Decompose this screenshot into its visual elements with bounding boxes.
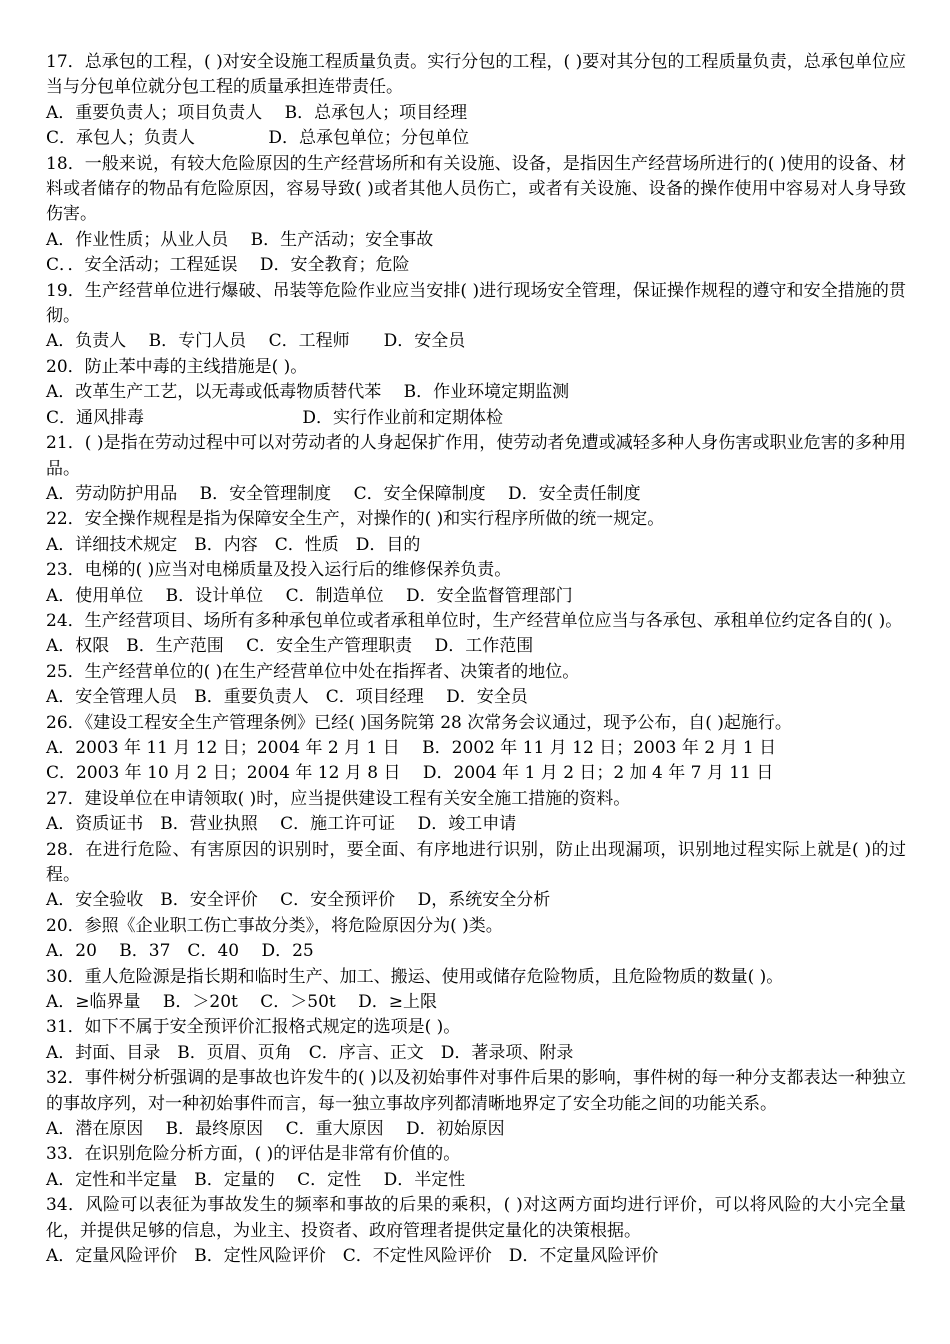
question-stem: 33．在识别危险分析方面，( )的评估是非常有价值的。 — [46, 1144, 461, 1165]
question-26 — [46, 711, 906, 787]
option-line: A．负责人 B．专门人员 C．工程师 D．安全员 — [46, 331, 466, 352]
question-30 — [46, 965, 906, 1016]
question-stem: 32．事件树分析强调的是事故也许发牛的( )以及初始事件对事件后果的影响，事件树的每一种分支都表达一种独立的事故序列，对一种初始事件而言，每一独立事故序列都清晰地界定了安全功能之间的功能关系。 — [46, 1068, 906, 1114]
option-line: C．．安全活动；工程延误 D．安全教育；危险 — [46, 255, 410, 276]
question-20 — [46, 355, 906, 431]
option-line: A．定量风险评价 B．定性风险评价 C．不定性风险评价 D．不定量风险评价 — [46, 1246, 659, 1267]
question-25 — [46, 660, 906, 711]
question-stem: 24．生产经营项目、场所有多种承包单位或者承租单位时，生产经营单位应当与各承包、承租单位约定各自的( )。 — [46, 610, 903, 631]
option-line: A．2003 年 11 月 12 日；2004 年 2 月 1 日 B．2002 年 11 月 12 日；2003 年 2 月 1 日 — [46, 737, 777, 758]
option-line: A．劳动防护用品 B．安全管理制度 C．安全保障制度 D．安全责任制度 — [46, 483, 641, 504]
question-stem: 34．风险可以表征为事故发生的频率和事故的后果的乘积，( )对这两方面均进行评价，可以将风险的大小完全量化，并提供足够的信息，为业主、投资者、政府管理者提供定量化的决策根据。 — [46, 1195, 906, 1241]
option-line: A．使用单位 B．设计单位 C．制造单位 D．安全监督管理部门 — [46, 585, 573, 606]
option-line: A．安全验收 B．安全评价 C．安全预评价 D，系统安全分析 — [46, 890, 551, 911]
question-stem: 17．总承包的工程，( )对安全设施工程质量负责。实行分包的工程，( )要对其分包的工程质量负责，总承包单位应当与分包单位就分包工程的质量承担连带责任。 — [46, 52, 906, 98]
question-33 — [46, 1142, 906, 1193]
question-31 — [46, 1015, 906, 1066]
question-stem: 31．如下不属于安全预评价汇报格式规定的选项是( )。 — [46, 1017, 461, 1038]
question-21 — [46, 431, 906, 507]
option-line: A．20 B．37 C．40 D．25 — [46, 941, 314, 962]
question-27 — [46, 787, 906, 838]
option-line: A．作业性质；从业人员 B．生产活动；安全事故 — [46, 229, 434, 250]
question-stem: 25．生产经营单位的( )在生产经营单位中处在指挥者、决策者的地位。 — [46, 661, 580, 682]
question-stem: 28．在进行危险、有害原因的识别时，要全面、有序地进行识别，防止出现漏项，识别地过程实际上就是( )的过程。 — [46, 839, 906, 885]
question-29 — [46, 914, 906, 965]
option-line: C．2003 年 10 月 2 日；2004 年 12 月 8 日 D．2004 年 1 月 2 日；2 加 4 年 7 月 11 日 — [46, 763, 774, 784]
question-stem: 30．重人危险源是指长期和临时生产、加工、搬运、使用或储存危险物质，且危险物质的数量( )。 — [46, 966, 784, 987]
option-line: A．≥临界量 B．＞20t C．＞50t D．≥上限 — [46, 992, 438, 1013]
question-24 — [46, 609, 906, 660]
question-stem: 22．安全操作规程是指为保障安全生产，对操作的( )和实行程序所做的统一规定。 — [46, 509, 665, 530]
option-line: A．安全管理人员 B．重要负责人 C．项目经理 D．安全员 — [46, 687, 528, 708]
option-line: C．承包人；负责人 D．总承包单位；分包单位 — [46, 128, 470, 149]
option-line: A．详细技术规定 B．内容 C．性质 D．目的 — [46, 534, 421, 555]
question-stem: 20．参照《企业职工伤亡事故分类》，将危险原因分为( )类。 — [46, 915, 503, 936]
question-stem: 23．电梯的( )应当对电梯质量及投入运行后的维修保养负责。 — [46, 560, 512, 581]
question-stem: 21．( )是指在劳动过程中可以对劳动者的人身起保扩作用，使劳动者免遭或减轻多种人身伤害或职业危害的多种用品。 — [46, 433, 906, 479]
option-line: A．潜在原因 B．最终原因 C．重大原因 D．初始原因 — [46, 1119, 505, 1140]
question-32 — [46, 1066, 906, 1142]
option-line: A．权限 B．生产范围 C．安全生产管理职责 D．工作范围 — [46, 636, 534, 657]
question-34 — [46, 1193, 906, 1269]
option-line: A．重要负责人；项目负责人 B．总承包人；项目经理 — [46, 102, 468, 123]
question-17 — [46, 50, 906, 152]
question-22 — [46, 507, 906, 558]
question-stem: 20．防止苯中毒的主线措施是( )。 — [46, 356, 308, 377]
question-18 — [46, 152, 906, 279]
question-stem: 18．一般来说，有较大危险原因的生产经营场所和有关设施、设备，是指因生产经营场所进行的( )使用的设备、材料或者储存的物品有危险原因，容易导致( )或者其他人员伤亡，或者有关设施、设备的操作使用中容易对人身导致伤害。 — [46, 153, 906, 225]
option-line: A．定性和半定量 B．定量的 C．定性 D．半定性 — [46, 1169, 466, 1190]
question-23 — [46, 558, 906, 609]
question-28 — [46, 838, 906, 914]
option-line: C．通风排毒 D．实行作业前和定期体检 — [46, 407, 504, 428]
question-19 — [46, 279, 906, 355]
question-stem: 19．生产经营单位进行爆破、吊装等危险作业应当安排( )进行现场安全管理，保证操作规程的遵守和安全措施的贯彻。 — [46, 280, 906, 327]
question-stem: 27．建设单位在申请领取( )时，应当提供建设工程有关安全施工措施的资料。 — [46, 788, 631, 809]
option-line: A．封面、目录 B．页眉、页角 C．序言、正文 D．著录项、附录 — [46, 1042, 574, 1063]
option-line: A．资质证书 B．营业执照 C．施工许可证 D．竣工申请 — [46, 814, 517, 835]
question-stem: 26．《建设工程安全生产管理条例》已经( )国务院第 28 次常务会议通过，现予公布，自( )起施行。 — [46, 712, 792, 733]
option-line: A．改革生产工艺，以无毒或低毒物质替代苯 B．作业环境定期监测 — [46, 382, 570, 403]
